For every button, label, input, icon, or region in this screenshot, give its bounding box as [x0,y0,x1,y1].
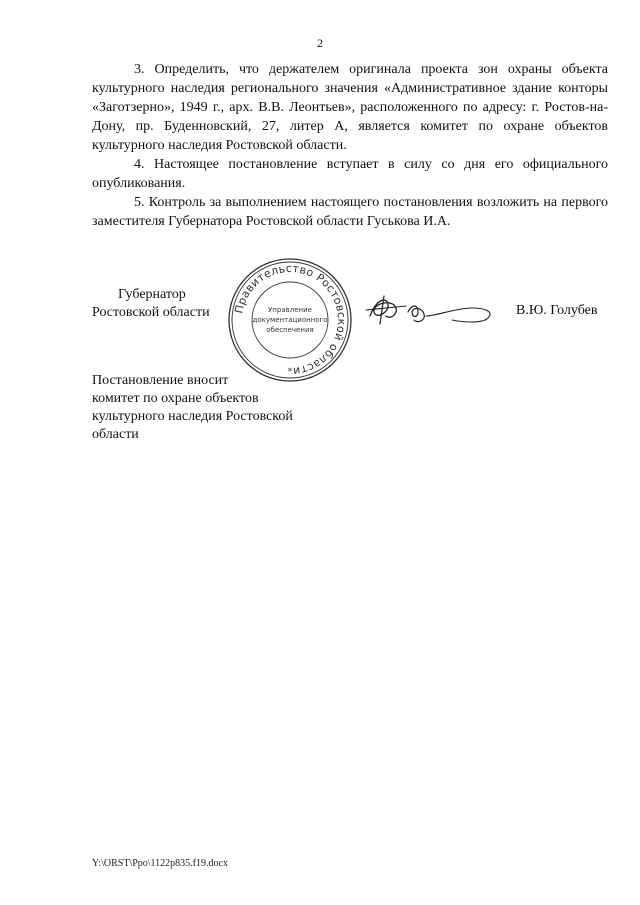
seal-center-line1: Управление [268,306,312,314]
signatory-title-line2: Ростовской области [92,305,210,320]
document-body [92,60,608,231]
page-number: 2 [317,36,323,50]
file-path-footer: Y:\ORST\Ppo\1122p835.f19.docx [92,858,228,869]
seal-star: * [287,367,293,377]
submitter-note [92,372,332,444]
seal-center-line2: документационного [252,316,328,324]
signatory-title-line1: Губернатор [118,287,186,302]
submitter-line2: комитет по охране объектов [92,391,259,406]
paragraph-3: 3. Определить, что держателем оригинала проекта зон охраны объекта культурного наследия регионального значения «Административное здание конторы «Заготзерно», 1949 г., арх. В.В. Леонтьев», расположенного по адресу: г. Ростов-на-Дону, пр. Буденновский, 27, литер А, является комитет по охране объектов культурного наследия Ростовской области. [92,62,608,153]
seal-center-line3: обеспечения [266,326,314,334]
official-seal [226,256,354,384]
signatory-name: В.Ю. Голубев [516,303,598,318]
submitter-line4: области [92,427,139,442]
signatory-title [92,286,210,322]
seal-ring-text: Правительство Ростовской области [232,261,349,379]
submitter-line1: Постановление вносит [92,373,229,388]
handwritten-signature [362,290,496,330]
submitter-line3: культурного наследия Ростовской [92,409,293,424]
paragraph-4: 4. Настоящее постановление вступает в силу со дня его официального опубликования. [92,157,608,191]
paragraph-5: 5. Контроль за выполнением настоящего постановления возложить на первого заместителя Губернатора Ростовской области Гуськова И.А. [92,195,608,229]
